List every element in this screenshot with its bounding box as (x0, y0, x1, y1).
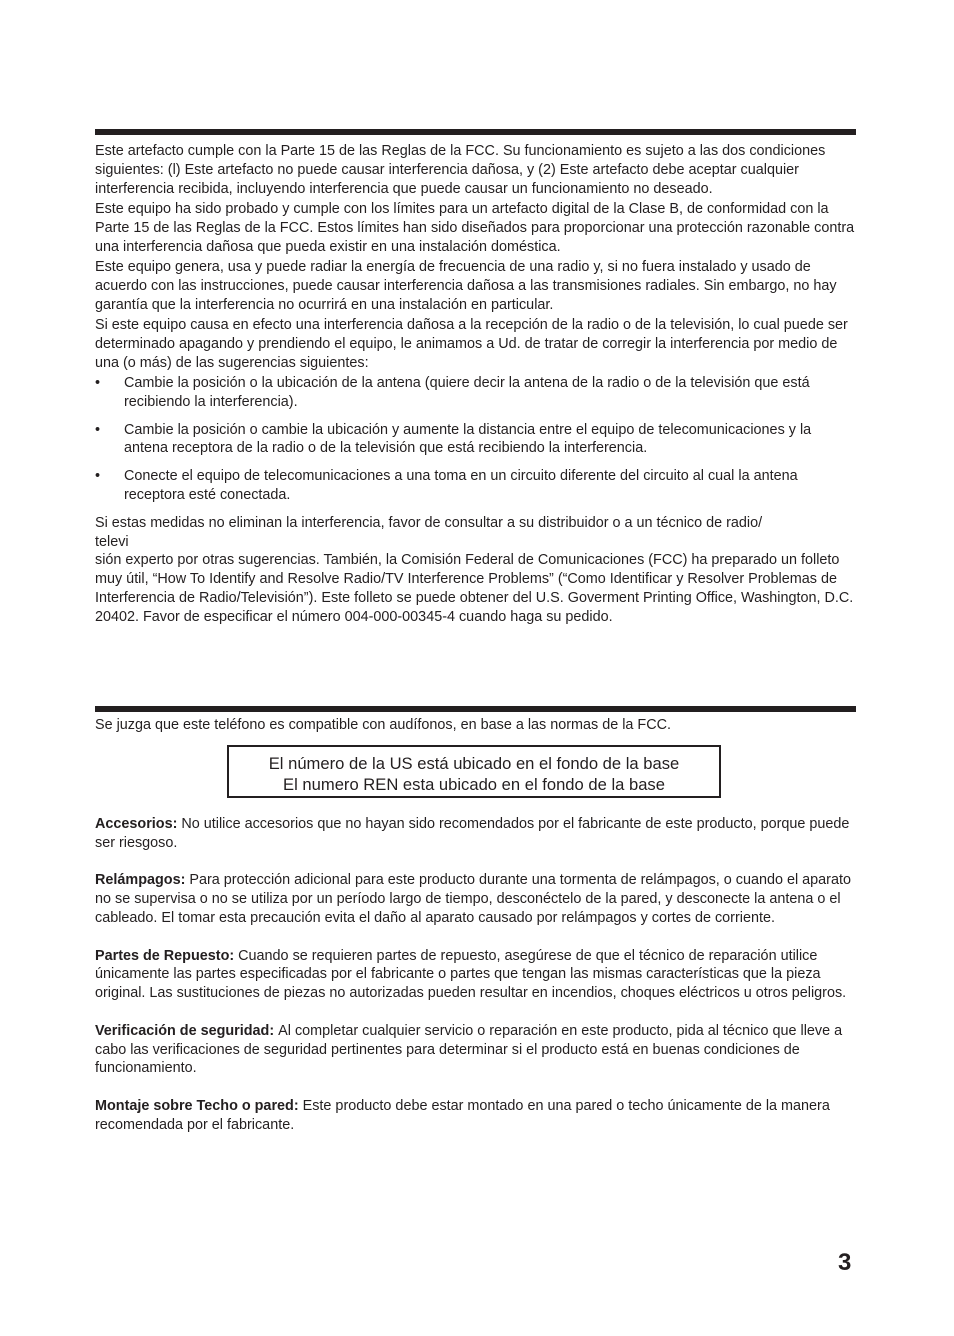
list-item-text: Cambie la posición o la ubicación de la antena (quiere decir la antena de la radio o de la televisión que está recibiendo la interferencia). (124, 374, 810, 410)
page-number: 3 (838, 1249, 852, 1276)
section-rule-middle (95, 706, 856, 712)
list-item (95, 421, 856, 459)
safety-item-text: No utilice accesorios que no hayan sido recomendados por el fabricante de este producto, porque puede ser riesgoso. (95, 816, 850, 851)
safety-item-mounting (95, 1097, 856, 1135)
safety-item-label: Partes de Repuesto (95, 947, 230, 964)
safety-item-label: Verificación de seguridad (95, 1022, 270, 1039)
safety-item-accessories (95, 815, 856, 853)
fcc-paragraph: Este equipo ha sido probado y cumple con los límites para un artefacto digital de la Clase B, de conformidad con la Parte 15 de las Reglas de la FCC. Estos límites han sido diseñados para proporcionar una protección razonable contra una interferencia dañosa que pueda existir en una instalación doméstica. (95, 200, 855, 255)
fcc-paragraph-line: televi (95, 533, 129, 550)
fcc-paragraph: Este artefacto cumple con la Parte 15 de las Reglas de la FCC. Su funcionamiento es sujeto a las dos condiciones siguientes: (l) Este artefacto no puede causar interferencia dañosa, y (2) Este artefacto debe aceptar cualquier interferencia recibida, incluyendo interferencia que puede causar un funcionamiento no deseado. (95, 143, 826, 197)
list-item (95, 374, 856, 412)
list-item-text: Cambie la posición o cambie la ubicación y aumente la distancia entre el equipo de telecomunicaciones y la antena receptora de la radio o de la televisión que está recibiendo la interferencia. (124, 421, 812, 457)
bullet-symbol: • (95, 421, 101, 438)
safety-item-separator: : (180, 872, 190, 889)
safety-section (95, 815, 856, 1153)
safety-item-separator: : (269, 1022, 279, 1039)
fcc-paragraph-line: Si estas medidas no eliminan la interferencia, favor de consultar a su distribuidor o a un técnico de radio/ (95, 514, 763, 531)
hearing-aid-compatibility-text: Se juzga que este teléfono es compatible con audífonos, en base a las normas de la FCC. (95, 717, 671, 733)
fcc-paragraph: Si este equipo causa en efecto una interferencia dañosa a la recepción de la radio o de la televisión, lo cual puede ser determinado apagando y prendiendo el equipo, le animamos a Ud. de tratar de corregir la interferencia por medio de una (o más) de las sugerencias siguientes: (95, 316, 848, 371)
fcc-paragraph: sión experto por otras sugerencias. También, la Comisión Federal de Comunicaciones (FCC) ha preparado un folleto muy útil, “How To Identify and Resolve Radio/TV Interference Problems” (“Como Identificar y Resolver Problemas de Interferencia de Radio/Televisión”). Este folleto se puede obtener del U.S. Goverment Printing Office, Washington, D.C. 20402. Favor de especificar el número 004-000-00345-4 cuando haga su pedido. (95, 552, 854, 625)
safety-item-text: Este producto debe estar montado en una pared o techo únicamente de la manera recomendada por el fabricante. (95, 1097, 830, 1133)
section-rule-top (95, 129, 856, 135)
safety-item-text: Cuando se requieren partes de repuesto, asegúrese de que el técnico de reparación utilice únicamente las partes especificadas por el fabricante o partes que tengan las mismas características que la pieza original. Las sustituciones de piezas no autorizadas pueden resultar en incendios, choques eléctricos u otros peligros. (95, 947, 847, 1002)
fcc-section (95, 142, 856, 628)
us-number-line: El número de la US está ubicado en el fondo de la base (268, 754, 680, 773)
bullet-symbol: • (95, 374, 101, 391)
bullet-symbol: • (95, 468, 101, 485)
safety-item-separator: : (172, 816, 182, 832)
fcc-paragraph: Este equipo genera, usa y puede radiar la energía de frecuencia de una radio y, si no fuera instalado y usado de acuerdo con las instrucciones, puede causar interferencia dañosa a las transmisiones radiales. Sin embargo, no hay garantía que la interferencia no ocurrirá en una instalación en particular. (95, 258, 837, 313)
safety-item-text: Para protección adicional para este producto durante una tormenta de relámpagos, o cuando el aparato no se supervisa o no se utiliza por un período largo de tiempo, desconéctelo de la pared, y desconecte la antena o el cableado. El tomar esta precaución evita el daño al aparato causado por relámpagos y cortes de corriente. (95, 872, 851, 926)
ren-number-line: El numero REN esta ubicado en el fondo de la base (283, 775, 665, 794)
safety-item-label: Relámpagos (95, 872, 181, 889)
safety-item-text: Al completar cualquier servicio o reparación en este producto, pida al técnico que lleve a cabo las verificaciones de seguridad pertinentes para determinar si el producto está en buenas condiciones de funcionamiento. (95, 1022, 843, 1077)
safety-item-replacement-parts (95, 947, 856, 1003)
safety-item-label: Montaje sobre Techo o pared (95, 1097, 294, 1114)
safety-item-separator: : (229, 947, 239, 964)
safety-item-separator: : (293, 1097, 303, 1114)
fcc-paragraph (95, 514, 856, 552)
suggestion-list (95, 374, 856, 505)
safety-item-safety-check (95, 1022, 856, 1078)
safety-item-label: Accesorios (95, 816, 173, 832)
us-ren-number-box (227, 745, 721, 798)
list-item (95, 467, 856, 505)
safety-item-lightning (95, 871, 856, 927)
list-item-text: Conecte el equipo de telecomunicaciones a una toma en un circuito diferente del circuito al cual la antena receptora esté conectada. (124, 468, 798, 503)
